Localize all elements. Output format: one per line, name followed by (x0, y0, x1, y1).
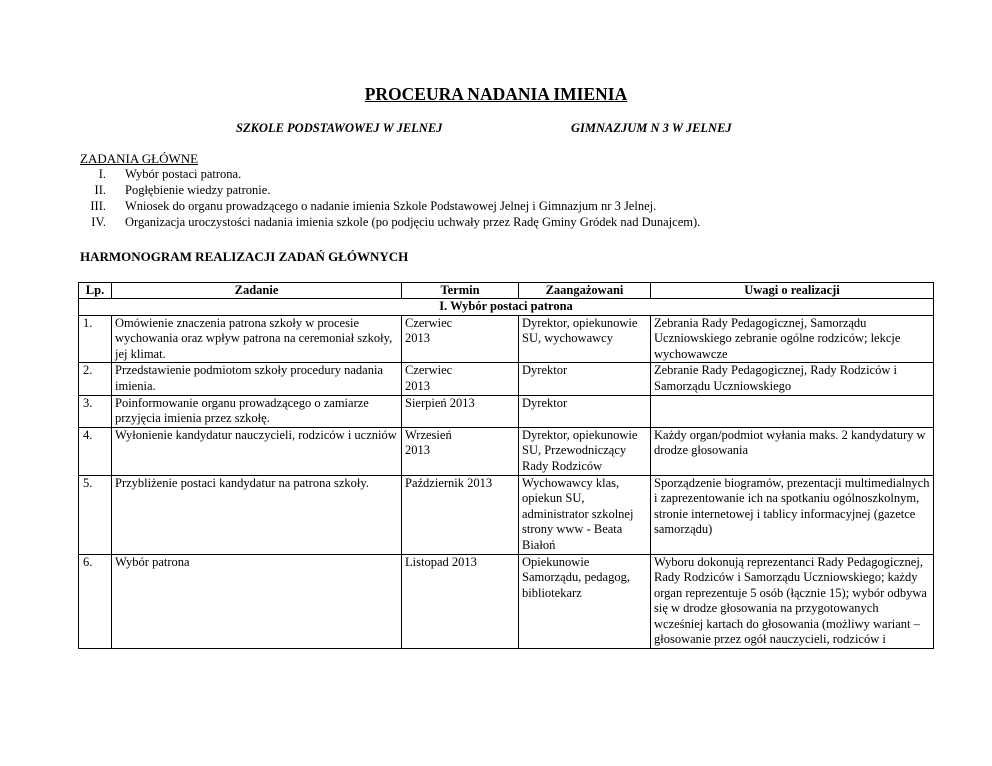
cell-involved: Wychowawcy klas, opiekun SU, administrator szkolnej strony www - Beata Białoń (519, 475, 651, 554)
table-row (79, 427, 934, 475)
cell-notes: Sporządzenie biogramów, prezentacji multimedialnych i zaprezentowanie ich na spotkaniu ogólnoszkolnym, stronie internetowej i tablicy informacyjnej (gazetce samorządu) (651, 475, 934, 554)
tasks-list (80, 166, 700, 230)
cell-deadline: Wrzesień 2013 (402, 427, 519, 475)
task-item (80, 214, 700, 230)
tasks-heading: ZADANIA GŁÓWNE (80, 151, 199, 166)
table-row (79, 554, 934, 649)
cell-lp: 5. (79, 475, 112, 554)
task-item (80, 182, 700, 198)
table-section-row (79, 299, 934, 316)
column-header-notes: Uwagi o realizacji (651, 283, 934, 299)
task-item (80, 166, 700, 182)
cell-lp: 6. (79, 554, 112, 649)
task-number: II. (94, 183, 106, 197)
cell-lp: 4. (79, 427, 112, 475)
cell-notes (651, 395, 934, 427)
cell-notes: Zebranie Rady Pedagogicznej, Rady Rodziców i Samorządu Uczniowskiego (651, 363, 934, 395)
subtitle-primary-school: SZKOLE PODSTAWOWEJ W JELNEJ (236, 121, 443, 135)
task-number: I. (98, 167, 106, 181)
table-row (79, 363, 934, 395)
schedule-heading: HARMONOGRAM REALIZACJI ZADAŃ GŁÓWNYCH (80, 249, 409, 264)
task-number: IV. (91, 215, 106, 229)
task-item (80, 198, 700, 214)
subtitle-gymnasium: GIMNAZJUM N 3 W JELNEJ (571, 121, 732, 135)
task-text: Wybór postaci patrona. (125, 167, 242, 181)
column-header-involved: Zaangażowani (519, 283, 651, 299)
cell-task: Wyłonienie kandydatur nauczycieli, rodziców i uczniów (112, 427, 402, 475)
cell-notes: Wyboru dokonują reprezentanci Rady Pedagogicznej, Rady Rodziców i Samorządu Uczniowskiego; każdy organ reprezentuje 5 osób (łącznie 15); wybór odbywa się w drodze głosowania na przygotowanych wcześniej kartach do głosowania (możliwy wariant – głosowanie przez ogół nauczycieli, rodziców i (651, 554, 934, 649)
cell-involved: Dyrektor (519, 363, 651, 395)
cell-deadline: Sierpień 2013 (402, 395, 519, 427)
task-text: Wniosek do organu prowadzącego o nadanie imienia Szkole Podstawowej Jelnej i Gimnazjum nr 3 Jelnej. (125, 199, 657, 213)
cell-lp: 1. (79, 315, 112, 363)
cell-task: Wybór patrona (112, 554, 402, 649)
cell-involved: Dyrektor, opiekunowie SU, Przewodniczący Rady Rodziców (519, 427, 651, 475)
table-header-row (79, 283, 934, 299)
cell-involved: Opiekunowie Samorządu, pedagog, bibliotekarz (519, 554, 651, 649)
table-row (79, 315, 934, 363)
cell-task: Poinformowanie organu prowadzącego o zamiarze przyjęcia imienia przez szkołę. (112, 395, 402, 427)
cell-deadline: Czerwiec 2013 (402, 363, 519, 395)
cell-task: Omówienie znaczenia patrona szkoły w procesie wychowania oraz wpływ patrona na ceremoniał szkoły, jej klimat. (112, 315, 402, 363)
cell-notes: Każdy organ/podmiot wyłania maks. 2 kandydatury w drodze głosowania (651, 427, 934, 475)
cell-involved: Dyrektor, opiekunowie SU, wychowawcy (519, 315, 651, 363)
cell-lp: 3. (79, 395, 112, 427)
task-number: III. (90, 199, 106, 213)
document-title: PROCEURA NADANIA IMIENIA (364, 84, 628, 104)
cell-task: Przedstawienie podmiotom szkoły procedury nadania imienia. (112, 363, 402, 395)
cell-deadline: Czerwiec 2013 (402, 315, 519, 363)
column-header-deadline: Termin (402, 283, 519, 299)
cell-deadline: Październik 2013 (402, 475, 519, 554)
cell-deadline: Listopad 2013 (402, 554, 519, 649)
schedule-table (78, 282, 934, 649)
task-text: Organizacja uroczystości nadania imienia szkole (po podjęciu uchwały przez Radę Gminy Gródek nad Dunajcem). (125, 215, 701, 229)
table-row (79, 475, 934, 554)
section-title: I. Wybór postaci patrona (79, 299, 934, 316)
table-row (79, 395, 934, 427)
cell-task: Przybliżenie postaci kandydatur na patrona szkoły. (112, 475, 402, 554)
cell-lp: 2. (79, 363, 112, 395)
column-header-lp: Lp. (79, 283, 112, 299)
task-text: Pogłębienie wiedzy patronie. (125, 183, 271, 197)
column-header-task: Zadanie (112, 283, 402, 299)
cell-involved: Dyrektor (519, 395, 651, 427)
cell-notes: Zebrania Rady Pedagogicznej, Samorządu Uczniowskiego zebranie ogólne rodziców; lekcje wychowawcze (651, 315, 934, 363)
